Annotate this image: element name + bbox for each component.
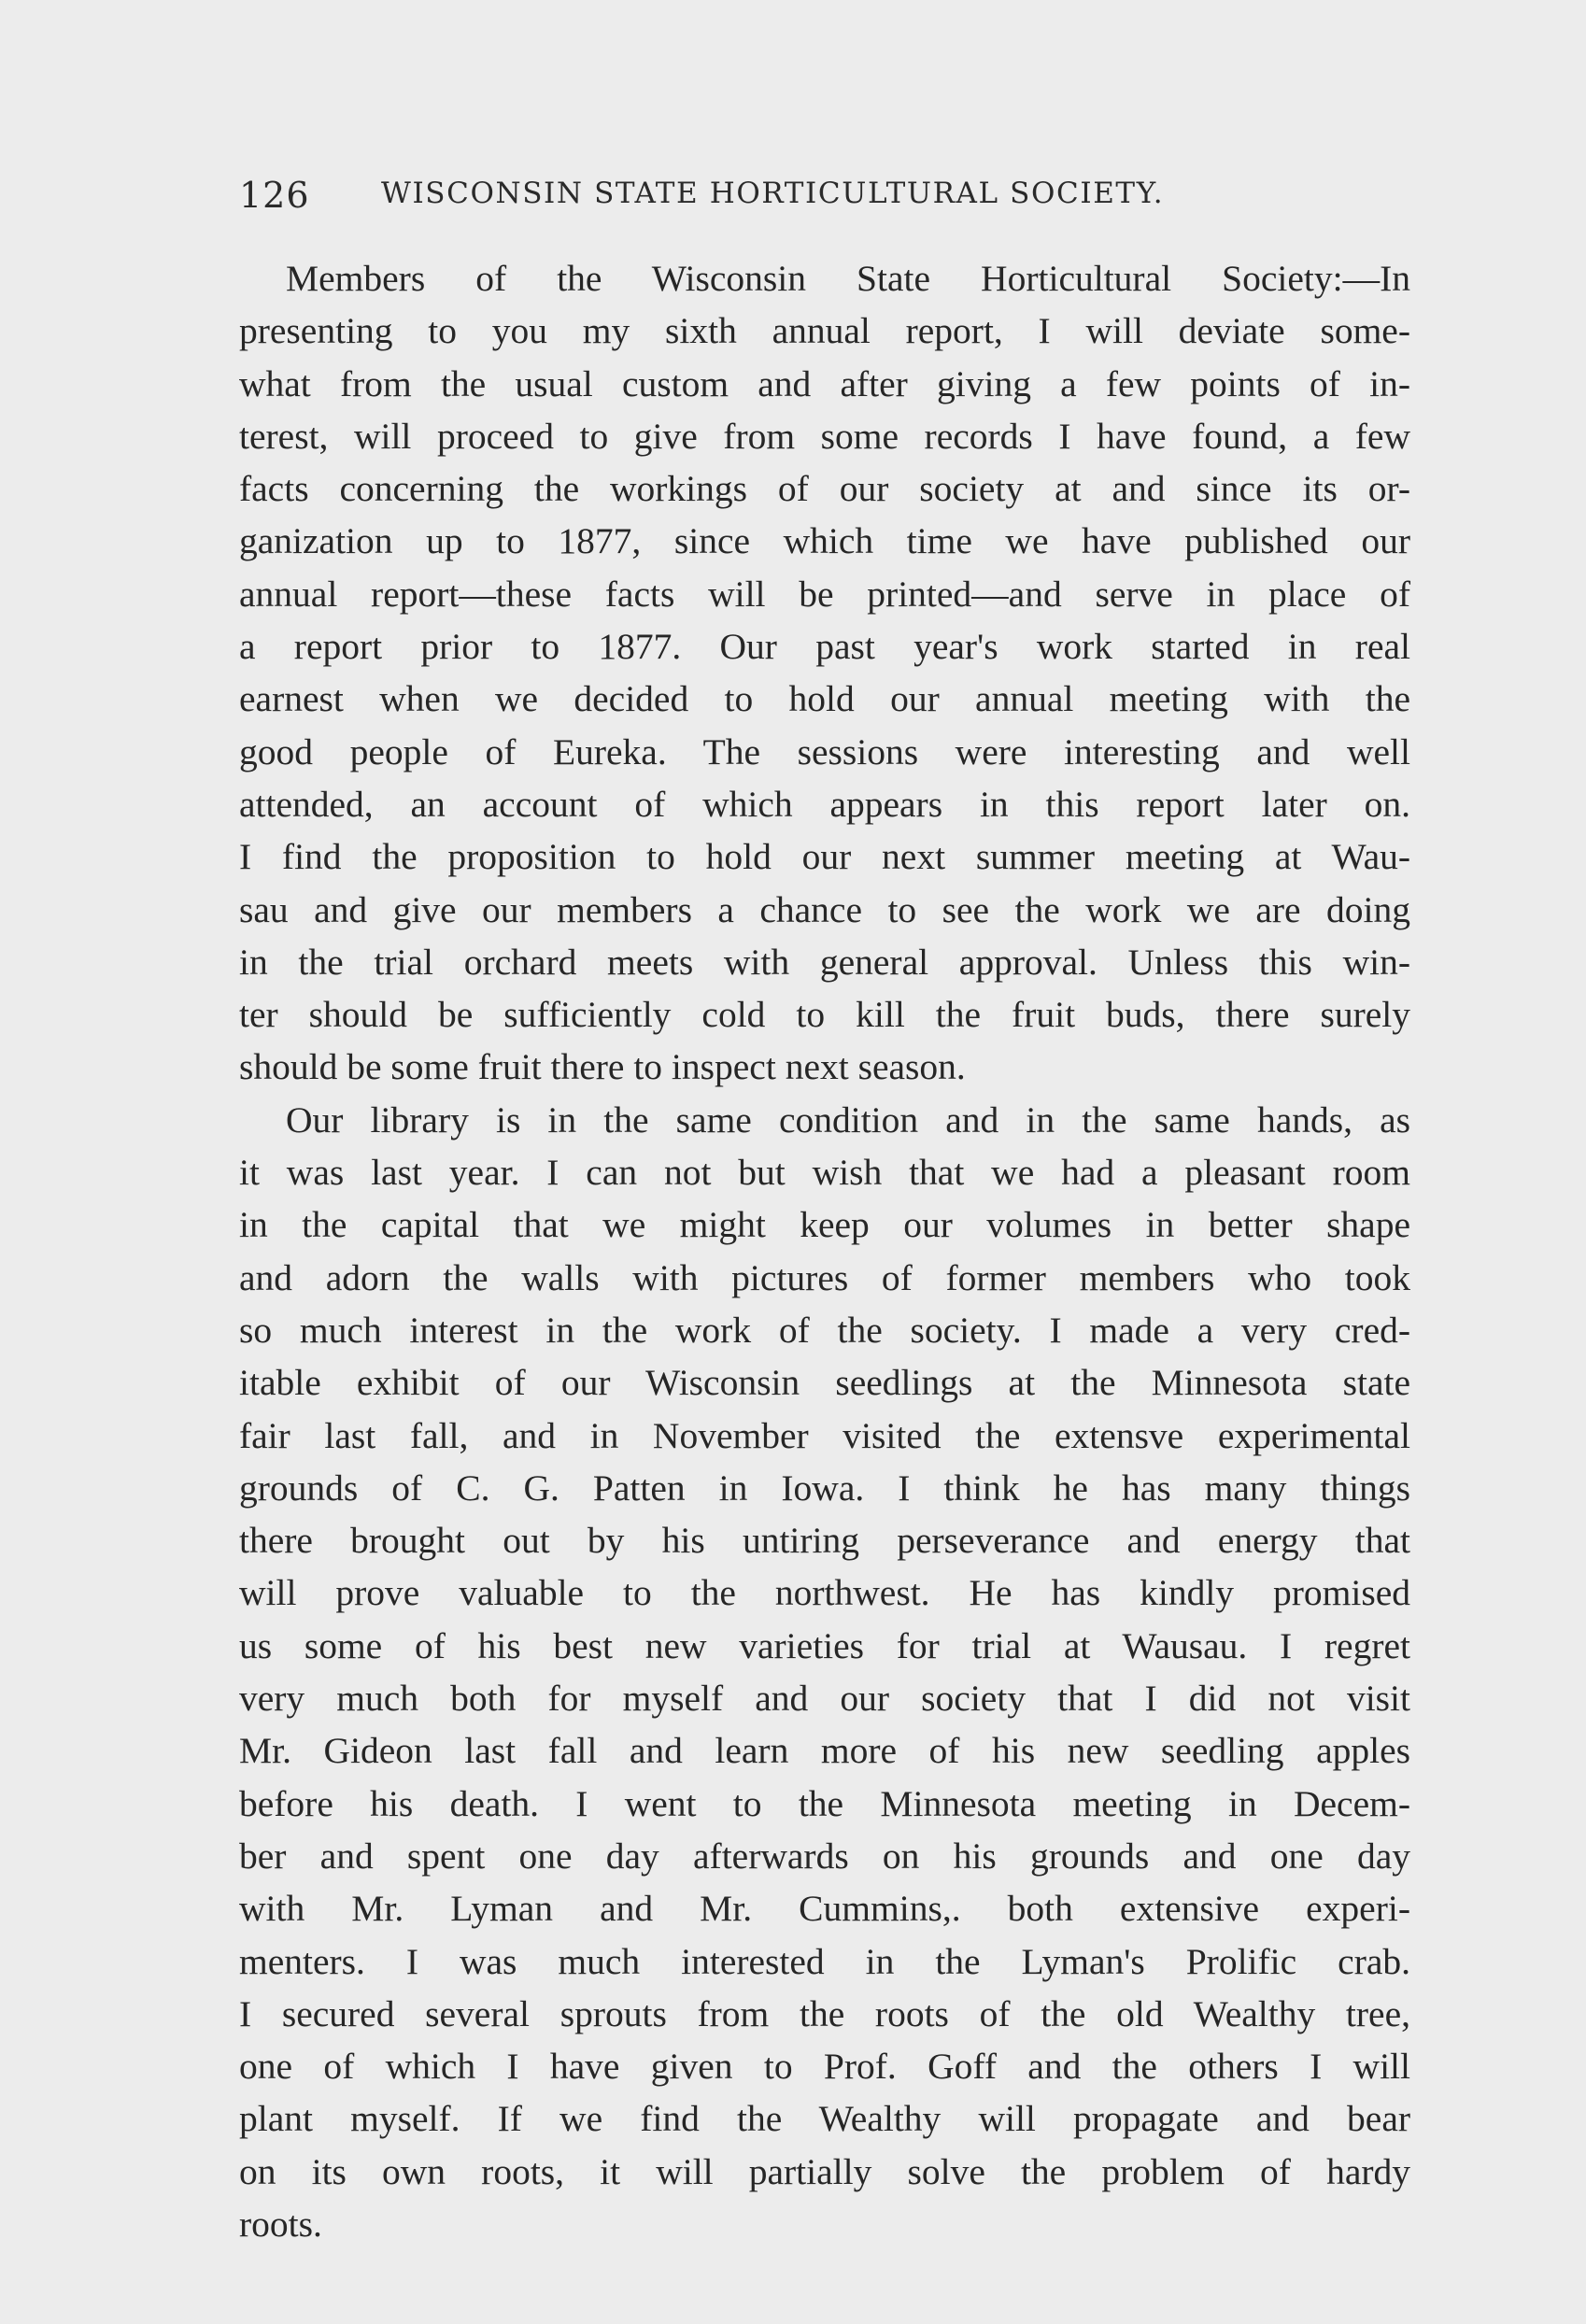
text-line: with Mr. Lyman and Mr. Cummins,. both extensive experi-: [239, 1888, 1410, 1930]
text-line: earnest when we decided to hold our annual meeting with the: [239, 678, 1410, 720]
text-line: sau and give our members a chance to see the work we are doing: [239, 888, 1410, 930]
body-text: [239, 252, 1410, 2250]
text-line: itable exhibit of our Wisconsin seedlings at the Minnesota state: [239, 1362, 1410, 1404]
text-line: very much both for myself and our society that I did not visit: [239, 1678, 1410, 1720]
text-line: plant myself. If we find the Wealthy will propagate and bear: [239, 2098, 1410, 2140]
text-line: presenting to you my sixth annual report, I will deviate some-: [239, 310, 1410, 352]
text-line: attended, an account of which appears in this report later on.: [239, 783, 1410, 825]
text-line: Mr. Gideon last fall and learn more of his new seedling apples: [239, 1730, 1410, 1772]
paragraph-1: [239, 252, 1410, 1094]
text-line: ber and spent one day afterwards on his grounds and one day: [239, 1835, 1410, 1877]
text-line: so much interest in the work of the society. I made a very cred-: [239, 1309, 1410, 1351]
text-line: I secured several sprouts from the roots of the old Wealthy tree,: [239, 1992, 1410, 2034]
text-line: grounds of C. G. Patten in Iowa. I think he has many things: [239, 1467, 1410, 1509]
text-line: a report prior to 1877. Our past year's work started in real: [239, 626, 1410, 668]
text-line: Our library is in the same condition and in the same hands, as: [286, 1098, 1410, 1141]
page-number: 126: [239, 175, 310, 216]
text-line: facts concerning the workings of our society at and since its or-: [239, 468, 1410, 510]
text-line: ganization up to 1877, since which time we have published our: [239, 520, 1410, 562]
text-line: I find the proposition to hold our next summer meeting at Wau-: [239, 836, 1410, 878]
running-head: WISCONSIN STATE HORTICULTURAL SOCIETY.: [381, 177, 1165, 210]
text-line: terest, will proceed to give from some records I have found, a few: [239, 415, 1410, 457]
text-line: us some of his best new varieties for trial at Wausau. I regret: [239, 1624, 1410, 1666]
text-line: it was last year. I can not but wish that we had a pleasant room: [239, 1152, 1410, 1194]
text-line: should be some fruit there to inspect next season.: [239, 1046, 966, 1088]
text-line: one of which I have given to Prof. Goff and the others I will: [239, 2046, 1410, 2088]
page-header: [239, 173, 1276, 220]
text-line: will prove valuable to the northwest. He has kindly promised: [239, 1572, 1410, 1614]
text-line: in the capital that we might keep our volumes in better shape: [239, 1204, 1410, 1246]
text-line: and adorn the walls with pictures of former members who took: [239, 1256, 1410, 1298]
text-line: annual report—these facts will be printed—and serve in place of: [239, 573, 1410, 615]
text-line: Members of the Wisconsin State Horticultural Society:—In: [286, 258, 1410, 299]
paragraph-2: [239, 1094, 1410, 2251]
text-line: good people of Eureka. The sessions were interesting and well: [239, 730, 1410, 772]
text-line: there brought out by his untiring perseverance and energy that: [239, 1520, 1410, 1562]
text-line: ter should be sufficiently cold to kill the fruit buds, there surely: [239, 994, 1410, 1036]
text-line: menters. I was much interested in the Lyman's Prolific crab.: [239, 1940, 1410, 1982]
text-line: before his death. I went to the Minnesota meeting in Decem-: [239, 1782, 1410, 1824]
text-line: on its own roots, it will partially solve the problem of hardy: [239, 2150, 1410, 2192]
text-line: what from the usual custom and after giving a few points of in-: [239, 362, 1410, 404]
text-line: roots.: [239, 2203, 322, 2245]
text-line: in the trial orchard meets with general approval. Unless this win-: [239, 941, 1410, 983]
text-line: fair last fall, and in November visited the extensve experimental: [239, 1414, 1410, 1456]
